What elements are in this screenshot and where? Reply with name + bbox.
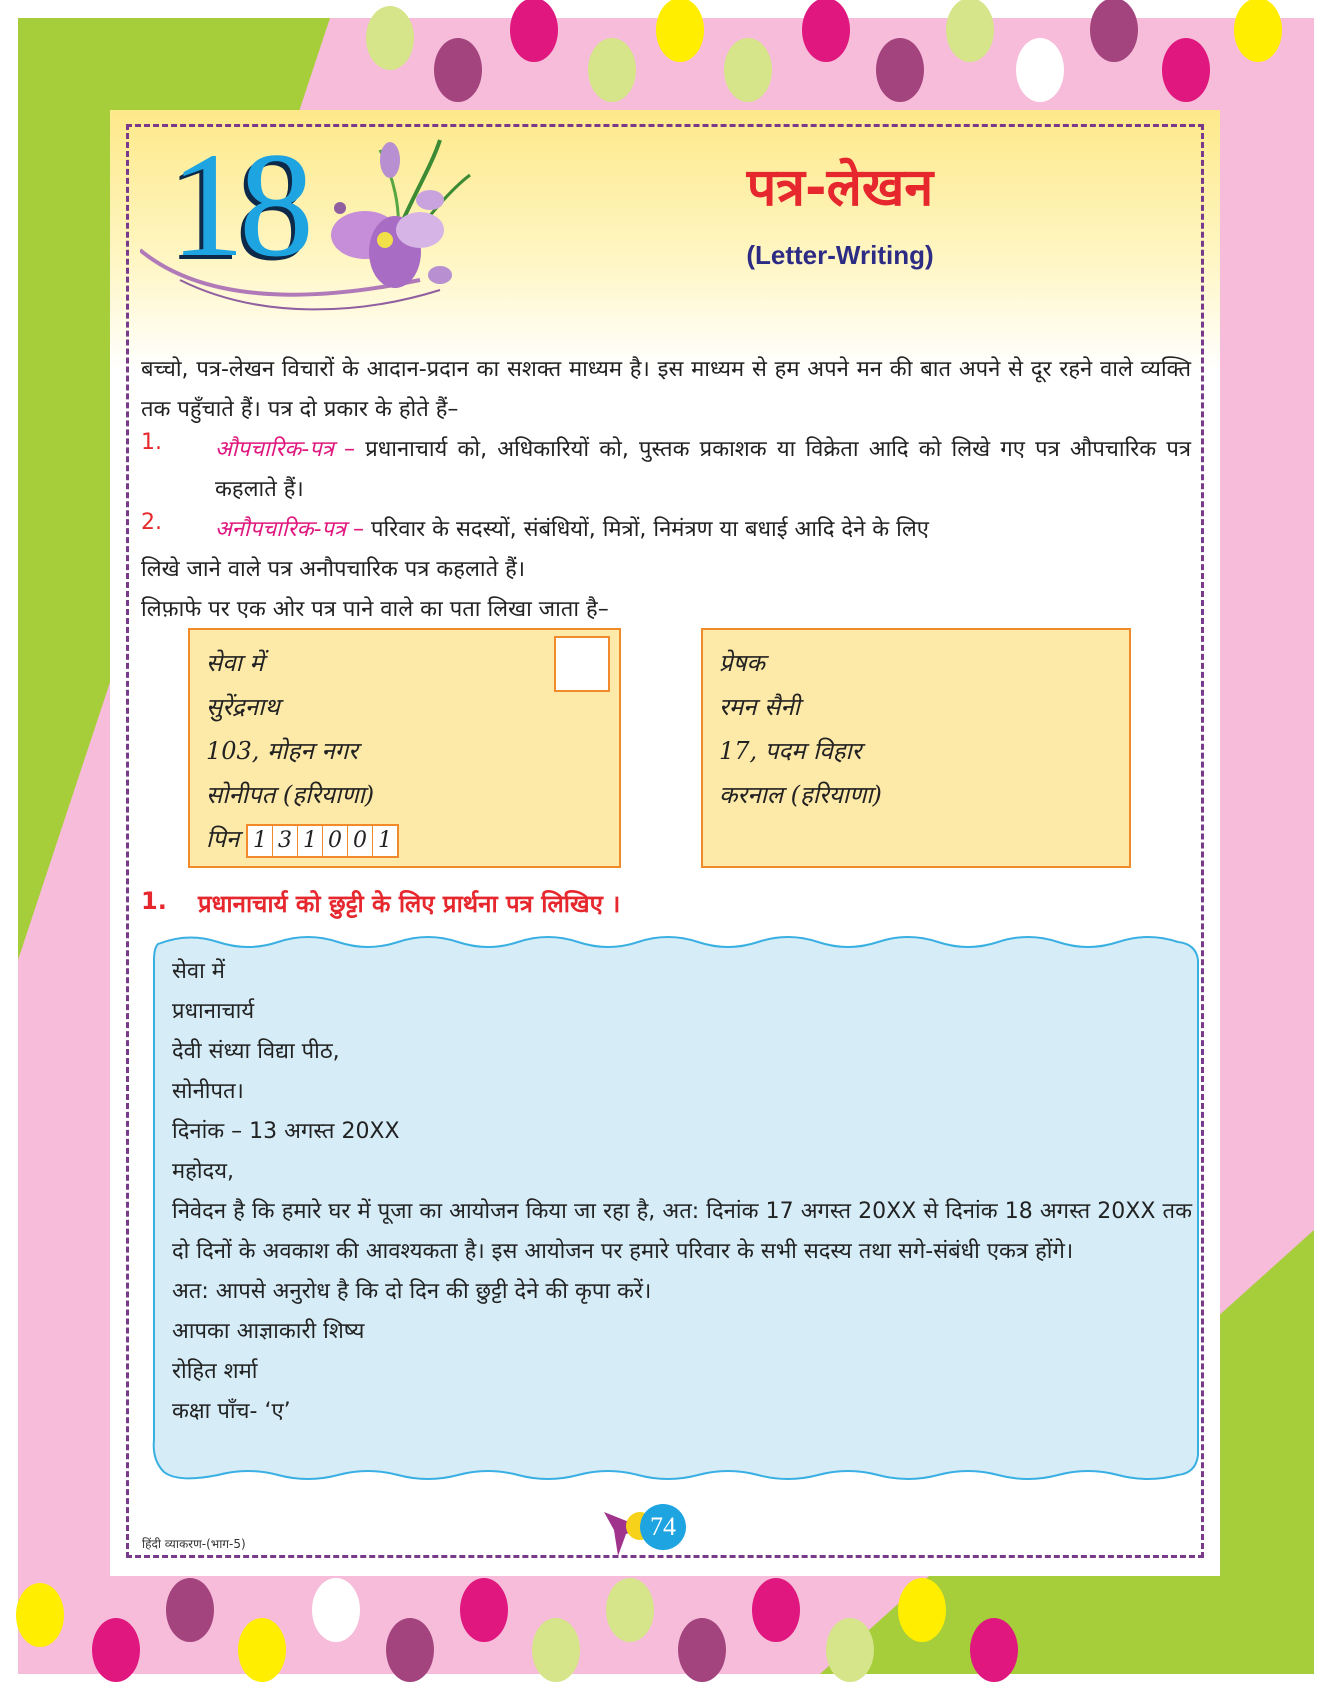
pin-code-boxes xyxy=(246,824,399,858)
pin-label: पिन xyxy=(206,825,240,853)
pin-digit: 1 xyxy=(378,828,392,853)
sample-letter xyxy=(172,952,1192,1432)
page-number-badge xyxy=(600,1500,690,1560)
envelope-to-line: सोनीपत (हरियाणा) xyxy=(206,781,375,809)
pin-digit: 1 xyxy=(248,826,273,856)
chapter-number: 18 xyxy=(170,122,308,288)
letter-salutation: महोदय, xyxy=(172,1159,234,1184)
footer-book-title: हिंदी व्याकरण-(भाग-5) xyxy=(142,1537,246,1551)
letter-closing-line: कक्षा पाँच- ‘ए’ xyxy=(172,1399,291,1424)
pin-digit: 0 xyxy=(323,826,348,856)
envelope-note: लिफ़ाफे पर एक ओर पत्र पाने वाले का पता लिखा जाता है– xyxy=(141,597,609,622)
type-1-description xyxy=(215,430,1191,510)
question-text: प्रधानाचार्य को छुट्टी के लिए प्रार्थना पत्र लिखिए । xyxy=(198,890,621,918)
envelope-sender-address xyxy=(701,628,1131,868)
letter-closing-line: रोहित शर्मा xyxy=(172,1359,258,1384)
stamp-box xyxy=(554,636,610,692)
type-2-description xyxy=(215,510,1191,550)
type-1-number: 1. xyxy=(141,430,162,455)
pin-digit: 0 xyxy=(348,826,373,856)
envelope-to-line: सेवा में xyxy=(206,649,264,677)
letter-closing-line: आपका आज्ञाकारी शिष्य xyxy=(172,1319,365,1344)
letter-line: प्रधानाचार्य xyxy=(172,999,255,1024)
letter-line: सेवा में xyxy=(172,959,225,984)
letter-date: दिनांक – 13 अगस्त 20XX xyxy=(172,1119,400,1144)
question-number: 1. xyxy=(141,887,167,915)
page-number: 74 xyxy=(640,1504,686,1550)
letter-line: सोनीपत। xyxy=(172,1079,244,1104)
envelope-from-line: प्रेषक xyxy=(719,649,765,677)
letter-body: निवेदन है कि हमारे घर में पूजा का आयोजन किया जा रहा है, अत: दिनांक 17 अगस्त 20XX से दिनांक 18 अगस्त 20XX तक दो दिनों के अवकाश की आवश्यकता है। इस आयोजन पर हमारे परिवार के सभी सदस्य तथा सगे-संबंधी एकत्र होंगे। xyxy=(172,1199,1192,1264)
pin-digit: 1 xyxy=(298,826,323,856)
type-2-term: अनौपचारिक-पत्र – xyxy=(215,517,365,542)
type-2-text: परिवार के सदस्यों, संबंधियों, मित्रों, निमंत्रण या बधाई आदि देने के लिए xyxy=(364,517,929,542)
envelope-to-line: 103, मोहन नगर xyxy=(206,737,358,765)
chapter-subtitle: (Letter-Writing) xyxy=(746,240,934,270)
envelope-from-line: करनाल (हरियाणा) xyxy=(719,781,882,809)
envelope-from-line: रमन सैनी xyxy=(719,693,800,721)
envelope-receiver-address xyxy=(188,628,621,868)
envelope-to-line: सुरेंद्रनाथ xyxy=(206,693,280,721)
pin-digit: 3 xyxy=(273,826,298,856)
intro-paragraph: बच्चो, पत्र-लेखन विचारों के आदान-प्रदान का सशक्त माध्यम है। इस माध्यम से हम अपने मन की बात अपने से दूर रहने वाले व्यक्ति तक पहुँचाते हैं। पत्र दो प्रकार के होते हैं– xyxy=(141,357,1191,422)
envelope-from-line: 17, पदम विहार xyxy=(719,737,862,765)
type-1-term: औपचारिक-पत्र – xyxy=(215,437,356,462)
letter-request: अत: आपसे अनुरोध है कि दो दिन की छुट्टी देने की कृपा करें। xyxy=(172,1279,652,1304)
chapter-title: पत्र-लेखन xyxy=(746,158,934,218)
type-2-text-continued: लिखे जाने वाले पत्र अनौपचारिक पत्र कहलाते हैं। xyxy=(141,557,526,582)
letter-line: देवी संध्या विद्या पीठ, xyxy=(172,1039,340,1064)
type-1-text: प्रधानाचार्य को, अधिकारियों को, पुस्तक प्रकाशक या विक्रेता आदि को लिखे गए पत्र औपचारिक पत्र कहलाते हैं। xyxy=(215,437,1191,502)
type-2-number: 2. xyxy=(141,510,162,535)
